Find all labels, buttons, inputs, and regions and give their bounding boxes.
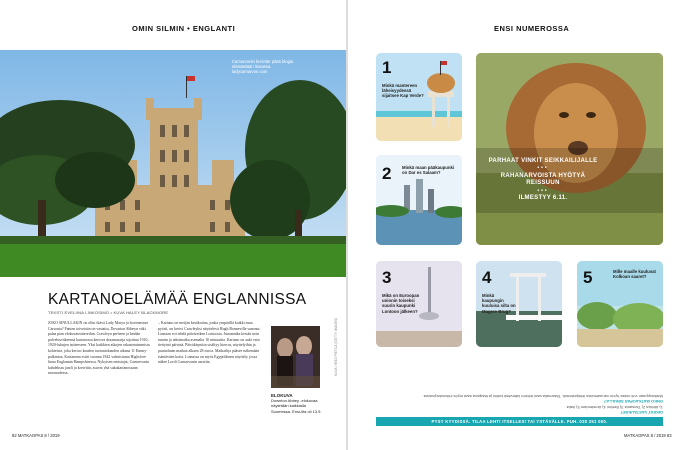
right-page-header: ENSI NUMEROSSA <box>494 24 570 33</box>
right-folio: MATKAOPAS 8 / 2019 83 <box>624 433 672 438</box>
quiz-number-3: 3 <box>382 268 392 287</box>
quiz-question-5: Mille maalle kuuluvat Kolkoan saaret? <box>613 269 656 280</box>
quiz-question-1: Minkä mantereen läheisyydessä sijaitsee Kap Verde? <box>382 83 424 99</box>
quiz-number-2: 2 <box>382 164 392 183</box>
teaser-line-3: ILMESTYY 6.11. <box>518 195 568 202</box>
quiz-tile-1 <box>376 53 462 141</box>
quiz-number-5: 5 <box>583 268 593 287</box>
quiz-tile-5 <box>577 261 663 347</box>
upside-down-answers <box>376 357 663 415</box>
film-caption-text: Downton Abbey -elokuvaa näytetään kaikkialla Suomessa. Ensi-ilta oli 13.9. <box>271 398 322 414</box>
article-column-2: – Kartano on meijän kesäkotina, jonka ympärillä kaikki muu pyörii, on kreivi Crawleyksi näyttelevä Hugh Bonneville sanonut. Linnaan voi tehdä päiväretken Lontoosta. Junamatka kestää noin tunnin ja taksimatka asemalta 10 minuuttia. Kartano on auki vain tiettyinä päivinä. Päiväkäyntiin sisältyy kierros, näyttelyihin ja puutarhaan matkaa alkaen 28 euroa. Matkailija pääsee näkemään isäntäväen kotia. Linnassa on myös Egyptiläinen näyttely, jossa näkee Lordi Carnarvonin aarteita. <box>158 321 261 365</box>
photo-caption: Carnarvonin kreivitär pitää blogia elämästään linnassa. ladycarnarvon.com <box>232 59 294 74</box>
quiz-number-1: 1 <box>382 58 392 77</box>
answers-text: 1) Afrikka 2) Tansania 3) Berliini 4) Amsterdam 5) Italia <box>566 404 663 410</box>
highclere-castle-photo <box>0 50 346 277</box>
film-poster-image <box>271 326 320 388</box>
article-byline: TEKSTI EVELIINA LINKOSIMO • KUVA HALEY BLACKMORE <box>48 310 169 315</box>
film-caption-title: ELOKUVA <box>271 393 293 398</box>
quiz-question-2: Minkä maan pääkaupunki on Dar es Salaam? <box>402 165 455 176</box>
next-issue-teaser: PARHAAT VINKIT SEIKKAILIJALLE ••• RAHANARVOISTA HYÖTYÄ REISSUUN ••• ILMESTYY 6.11. <box>486 158 600 202</box>
left-folio: 82 MATKAOPAS 8 / 2019 <box>12 433 60 438</box>
subscription-banner: PYSY KYYDISSÄ. TILAA LEHTI ITSELLESI TAI YSTÄVÄLLE. PUH. 030 251 000. <box>376 417 663 426</box>
left-page-header: OMIN SILMIN • ENGLANTI <box>132 24 236 33</box>
photo-credit: KUVA: HEIDI PIETILÄ (GETTY IMAGES) <box>334 317 338 376</box>
article-title: KARTANOELÄMÄÄ ENGLANNISSA <box>48 291 307 308</box>
order-title: ONKO MATKAOPAS SINULLA? <box>603 399 663 405</box>
film-caption <box>271 393 327 414</box>
quiz-tile-3 <box>376 261 462 347</box>
answers-title: OIKEAT VASTAUKSET <box>620 410 663 415</box>
quiz-question-3: Mikä on Euroopan unionin toiseksi suurin kaupunki Lontoon jälkeen? <box>382 293 420 314</box>
quiz-question-4: Minkä kaupungin kuuluisa silta on Magere Brug? <box>482 293 516 314</box>
teaser-line-1: PARHAAT VINKIT SEIKKAILIJALLE <box>488 158 598 164</box>
order-text: Matkaoppaan voit ostaa hyvin varustetuista lehtipisteistä. Tilaamalla saat lehden kätevästi kotiisi ja tilaajana saat myös erikoistarjouksia. <box>422 394 663 400</box>
quiz-tile-2 <box>376 155 462 245</box>
article-column-1: JOKO SINULLAKIN on ollut ikävä Lady Marya ja hovimestari Carsonia? Fanien toiveisiin on vastattu, Downton Abbeyn väki palaa pian elokuvateattereihin. Crawleyn perheen ja heidän palvelusväkeensä kartanossa kertova draamasarja sijoittuu 1910–1920-lukujen taitteeseen. Yksi kaikkien aikojen rakastetuimmista kohteista, joka kertoo kuuden tuotantokauden aikana 11 Emmy-palkintoa. Kartanona esitti vuonna 1842 valmistunut Highclere linna Englannin Hampshiressa. Nykyisen omistajat, Carnarvonin kahdeksas jaarli ja kreivitär, asuvat yhä sukukartanossaan nuoruudessa. <box>48 321 150 376</box>
page-gutter <box>346 0 348 450</box>
lion-feature-image <box>476 53 663 245</box>
teaser-line-2: RAHANARVOISTA HYÖTYÄ REISSUUN <box>500 172 586 187</box>
quiz-tile-4 <box>476 261 562 347</box>
quiz-number-4: 4 <box>482 268 492 287</box>
